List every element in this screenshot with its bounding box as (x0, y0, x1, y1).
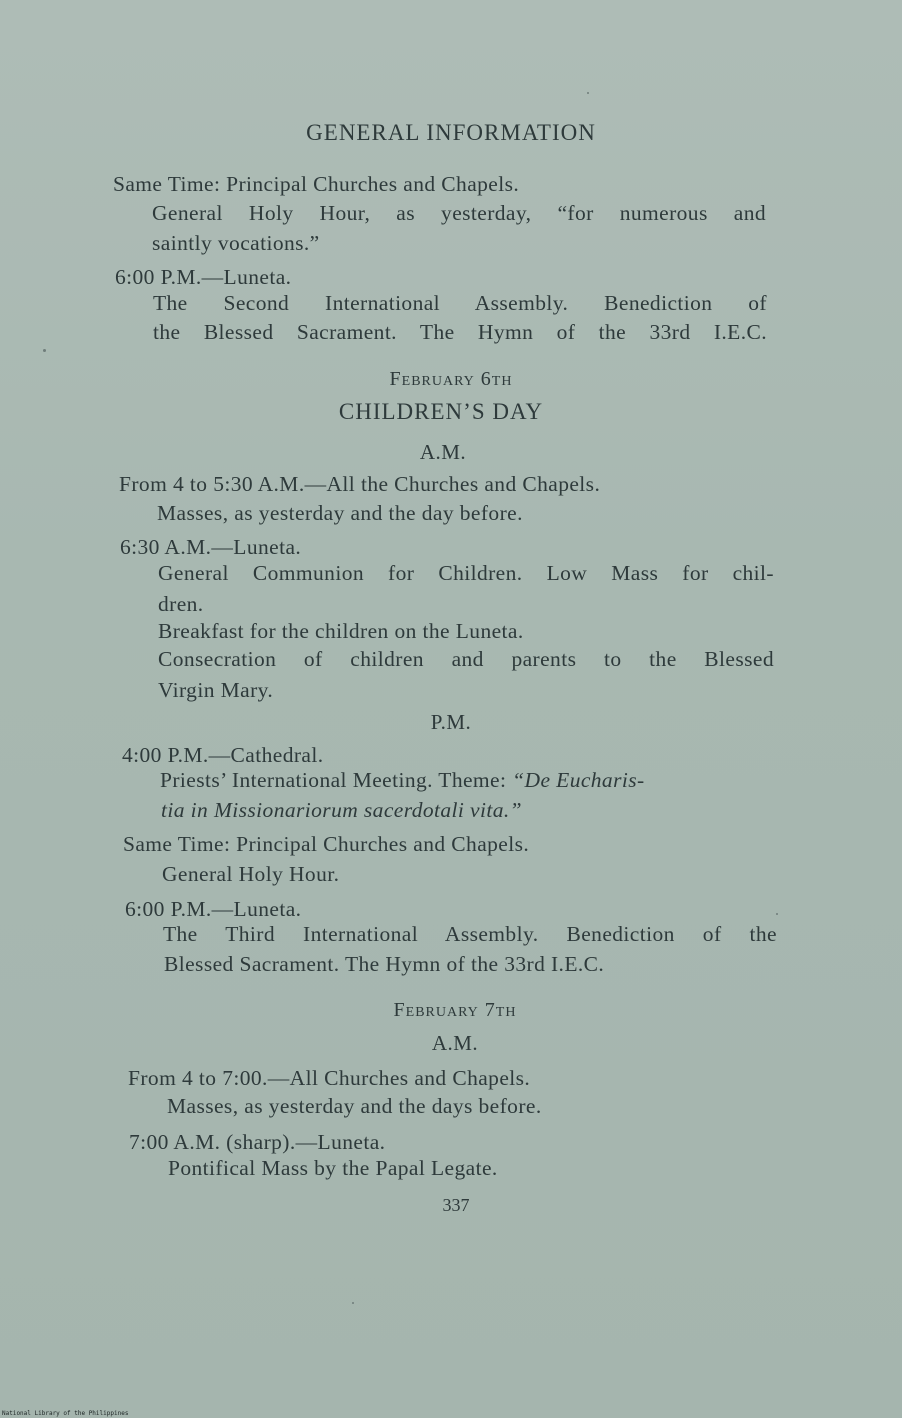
entry-heading: 6:00 P.M.—Luneta. (125, 897, 302, 921)
entry-text-line: Masses, as yesterday and the days before. (167, 1094, 542, 1118)
entry-text-line: General Holy Hour, as yesterday, “for numerous and (152, 201, 766, 225)
date-heading: February 6th (389, 368, 513, 390)
entry-text-line: Breakfast for the children on the Luneta. (158, 619, 524, 643)
day-title: CHILDREN’S DAY (338, 399, 544, 424)
entry-text-line: Virgin Mary. (158, 678, 274, 702)
am-subheading: A.M. (419, 440, 467, 464)
entry-text-line: dren. (158, 592, 204, 616)
entry-text-line: General Holy Hour. (162, 862, 340, 886)
paper-speck (352, 1302, 354, 1304)
entry-text-line: The Second International Assembly. Benediction of (153, 291, 767, 315)
entry-heading: 7:00 A.M. (sharp).—Luneta. (129, 1130, 386, 1154)
library-credit: National Library of the Philippines (2, 1410, 129, 1417)
paper-speck (43, 349, 46, 352)
entry-text-line: The Third International Assembly. Benediction of the (163, 922, 777, 946)
date-heading: February 7th (393, 999, 517, 1021)
entry-text-line: Pontifical Mass by the Papal Legate. (168, 1156, 498, 1180)
entry-text-line (160, 768, 645, 793)
entry-heading: 6:30 A.M.—Luneta. (120, 535, 302, 559)
pm-subheading: P.M. (430, 710, 472, 734)
entry-text-line: Blessed Sacrament. The Hymn of the 33rd I.E.C. (164, 952, 605, 976)
running-head: GENERAL INFORMATION (306, 120, 596, 145)
entry-heading: 4:00 P.M.—Cathedral. (122, 743, 324, 767)
entry-text-line: Masses, as yesterday and the day before. (157, 501, 523, 525)
paper-speck (587, 92, 589, 94)
entry-text-line: saintly vocations.” (152, 231, 320, 255)
am-subheading: A.M. (431, 1031, 479, 1055)
entry-heading: Same Time: Principal Churches and Chapels. (123, 832, 530, 856)
entry-heading: From 4 to 5:30 A.M.—All the Churches and Chapels. (119, 472, 601, 496)
paper-speck (776, 913, 778, 915)
meeting-text: Priests’ International Meeting. Theme: (160, 768, 513, 792)
page-number: 337 (442, 1195, 470, 1215)
entry-text-line: Consecration of children and parents to the Blessed (158, 647, 774, 671)
entry-heading: 6:00 P.M.—Luneta. (115, 265, 292, 289)
entry-heading: Same Time: Principal Churches and Chapels. (113, 172, 520, 196)
theme-italic: “De Eucharis- (512, 768, 645, 792)
entry-text-line: the Blessed Sacrament. The Hymn of the 33rd I.E.C. (153, 320, 767, 344)
theme-italic-line: tia in Missionariorum sacerdotali vita.” (161, 798, 523, 822)
entry-heading: From 4 to 7:00.—All Churches and Chapels. (128, 1066, 531, 1090)
entry-text-line: General Communion for Children. Low Mass for chil- (158, 561, 774, 585)
